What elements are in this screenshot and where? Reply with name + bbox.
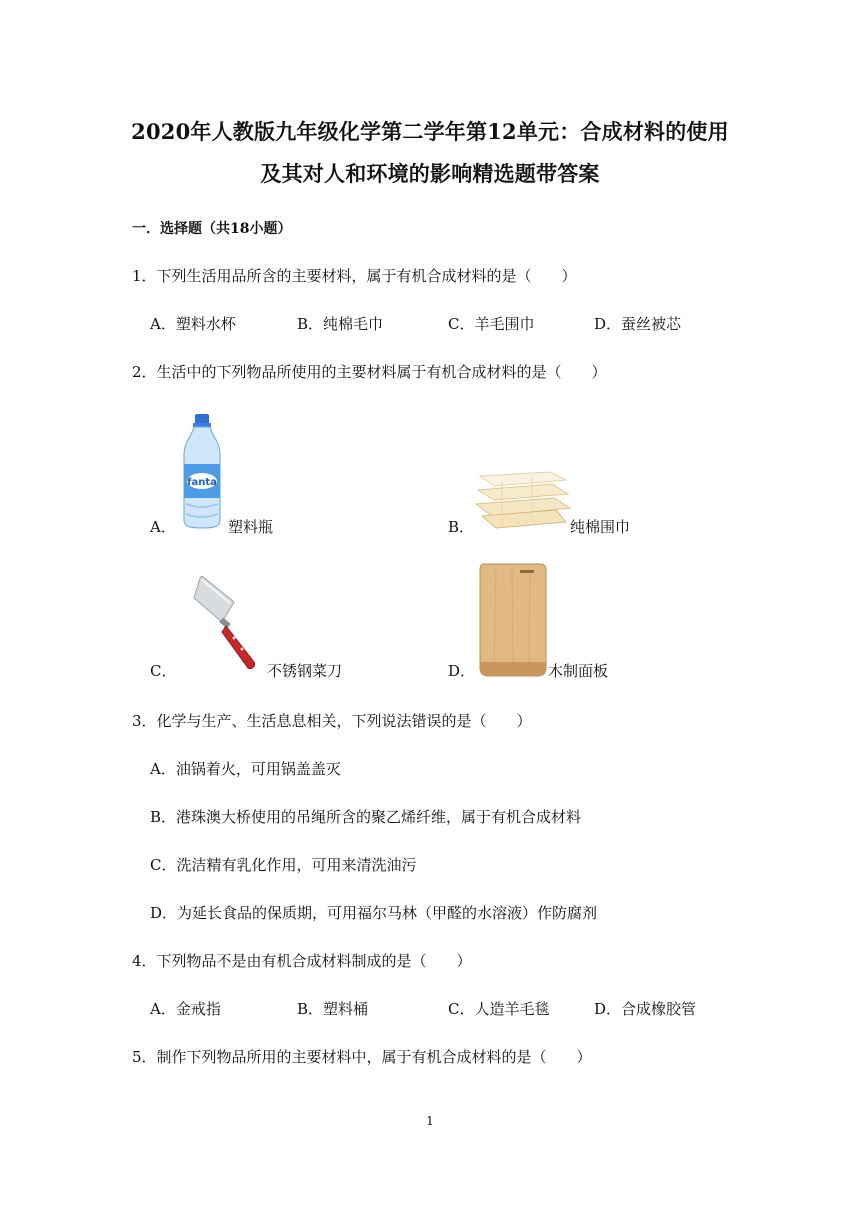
question-1-option-c: C．羊毛围巾: [448, 315, 535, 333]
question-4-option-a: A．金戒指: [150, 1000, 221, 1018]
svg-text:fanta: fanta: [187, 477, 217, 488]
question-2-option-a-letter: A．: [150, 518, 176, 536]
question-2-option-d-label: 木制面板: [548, 662, 609, 680]
question-2-option-c-letter: C．: [150, 662, 177, 680]
question-4-stem: 4．下列物品不是由有机合成材料制成的是（ ）: [132, 952, 472, 970]
question-3-option-d: D．为延长食品的保质期，可用福尔马林（甲醛的水溶液）作防腐剂: [150, 904, 598, 922]
wooden-board-image: [478, 562, 548, 678]
question-3-option-a: A．油锅着火，可用锅盖盖灭: [150, 760, 341, 778]
question-5-stem: 5．制作下列物品所用的主要材料中，属于有机合成材料的是（ ）: [132, 1048, 592, 1066]
question-3-option-c: C．洗洁精有乳化作用，可用来清洗油污: [150, 856, 417, 874]
question-3-stem: 3．化学与生产、生活息息相关，下列说法错误的是（ ）: [132, 712, 532, 730]
question-2-option-d-letter: D．: [448, 662, 476, 680]
kitchen-knife-image: [190, 576, 266, 676]
question-2-option-c-label: 不锈钢菜刀: [267, 662, 343, 680]
question-2-option-a-label: 塑料瓶: [228, 518, 274, 536]
cotton-scarf-image: [472, 470, 572, 532]
question-2-option-b-label: 纯棉围巾: [570, 518, 631, 536]
section-heading: 一．选择题（共18小题）: [132, 221, 292, 237]
question-4-option-b: B．塑料桶: [297, 1000, 369, 1018]
plastic-bottle-image: [178, 412, 226, 530]
question-3-option-b: B．港珠澳大桥使用的吊绳所含的聚乙烯纤维，属于有机合成材料: [150, 808, 582, 826]
question-1-stem: 1．下列生活用品所含的主要材料，属于有机合成材料的是（ ）: [132, 267, 577, 285]
page-number: 1: [426, 1114, 434, 1128]
question-1-option-a: A．塑料水杯: [150, 315, 236, 333]
question-1-option-d: D．蚕丝被芯: [594, 315, 682, 333]
question-4-option-d: D．合成橡胶管: [594, 1000, 697, 1018]
document-title-line-1: 2020年人教版九年级化学第二学年第12单元：合成材料的使用: [131, 119, 729, 144]
document-title-line-2: 及其对人和环境的影响精选题带答案: [260, 161, 600, 186]
question-1-option-b: B．纯棉毛巾: [297, 315, 384, 333]
question-2-option-b-letter: B．: [448, 518, 475, 536]
question-2-stem: 2．生活中的下列物品所使用的主要材料属于有机合成材料的是（ ）: [132, 363, 607, 381]
question-4-option-c: C．人造羊毛毯: [448, 1000, 550, 1018]
